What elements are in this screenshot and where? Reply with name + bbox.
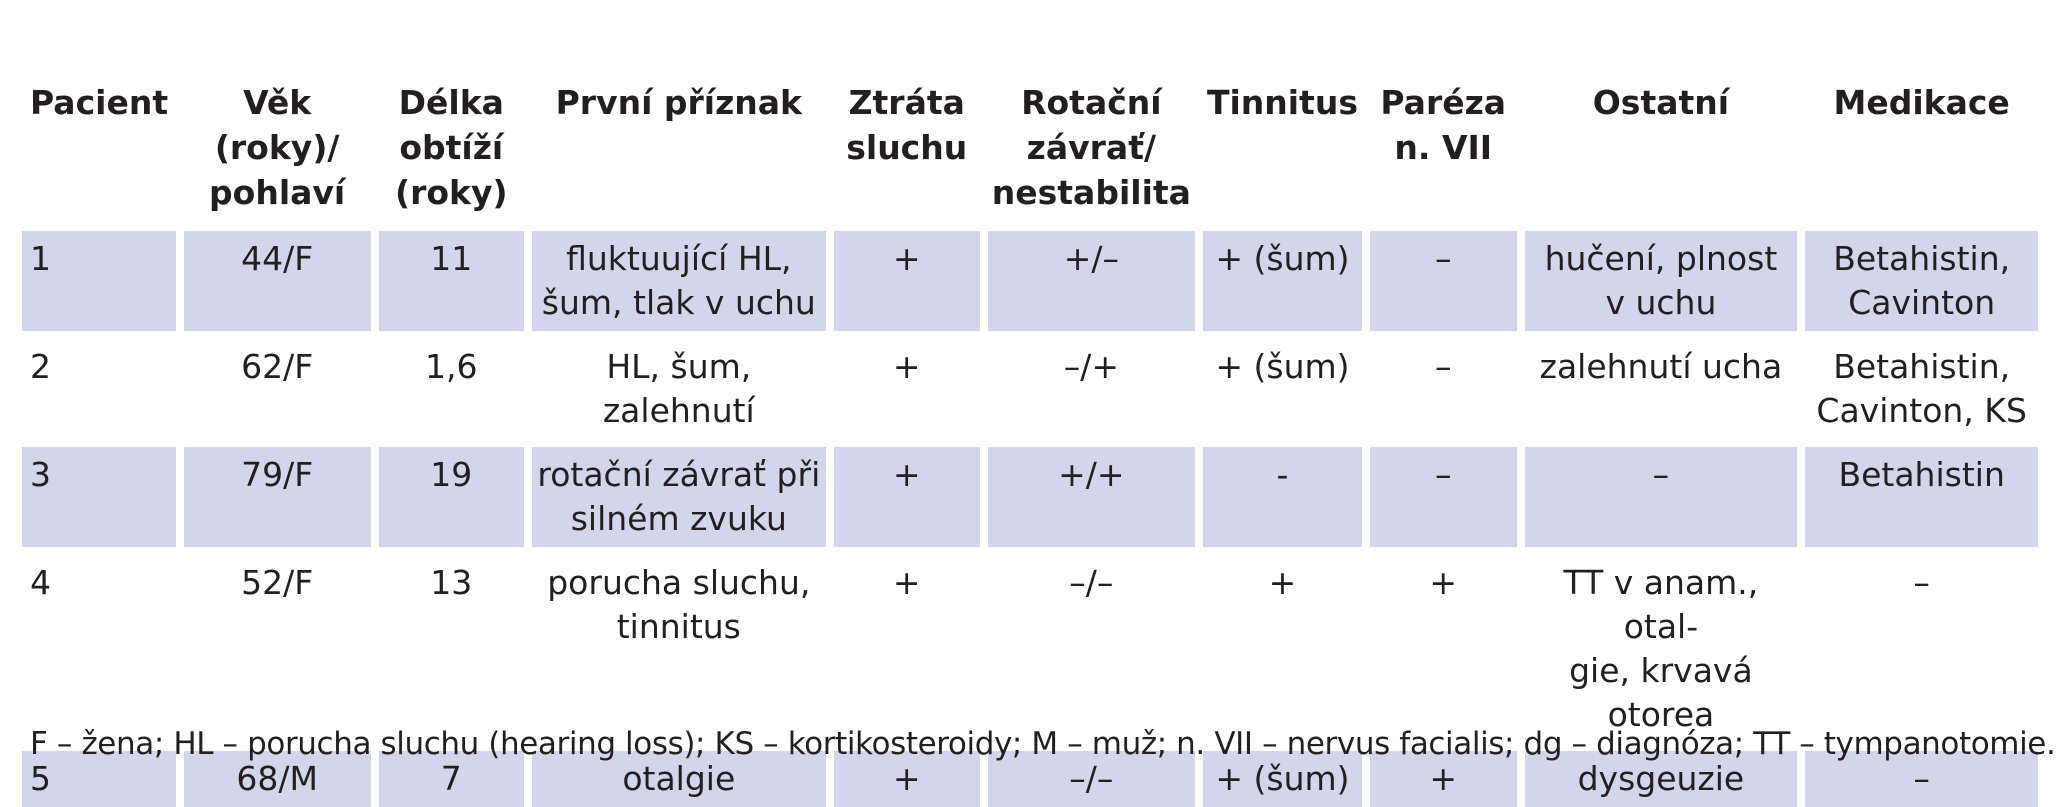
table-cell-line: + (šum): [1215, 759, 1350, 798]
table-cell-line: Cavinton, KS: [1816, 391, 2027, 430]
table-cell: [1805, 223, 2038, 331]
column-header-line: Věk: [243, 83, 312, 122]
table-cell-line: –: [1434, 239, 1452, 278]
table-cell: [184, 223, 371, 331]
table-cell-line: tinnitus: [616, 607, 741, 646]
table-cell-line: –/–: [1069, 759, 1114, 798]
column-header: [834, 80, 980, 223]
table-cell: [22, 223, 176, 331]
table-cell-line: +: [892, 563, 921, 602]
table-cell: [532, 223, 826, 331]
table-cell-line: -: [1276, 455, 1289, 494]
column-header-line: pohlaví: [209, 173, 346, 212]
table-cell: [184, 439, 371, 547]
table-cell: [1805, 547, 2038, 743]
column-header-line: Paréza: [1380, 83, 1507, 122]
table-cell-line: +: [892, 455, 921, 494]
column-header-line: Medikace: [1833, 83, 2010, 122]
table-cell: [1525, 547, 1798, 743]
table-cell: [988, 439, 1195, 547]
table-cell: [1805, 439, 2038, 547]
column-header-line: (roky)/: [214, 128, 340, 167]
table-cell-line: šum, tlak v uchu: [541, 283, 816, 322]
table-cell-line: otalgie: [622, 759, 736, 798]
patient-table-container: [22, 80, 2046, 807]
table-cell: [1805, 331, 2038, 439]
column-header-line: (roky): [395, 173, 508, 212]
table-cell-line: silném zvuku: [570, 499, 787, 538]
table-cell: [22, 439, 176, 547]
column-header: [1805, 80, 2038, 223]
column-header: [988, 80, 1195, 223]
table-cell-line: +/+: [1058, 455, 1125, 494]
table-cell: [1203, 547, 1362, 743]
column-header: [1525, 80, 1798, 223]
table-cell-line: 3: [30, 455, 51, 494]
table-cell-line: –/–: [1069, 563, 1114, 602]
table-cell-line: hučení, plnost: [1544, 239, 1778, 278]
table-cell-line: –/+: [1063, 347, 1119, 386]
table-cell: [532, 331, 826, 439]
table-cell-line: TT v anam., otal-: [1563, 563, 1759, 646]
table-cell: [1203, 439, 1362, 547]
table-cell-line: + (šum): [1215, 239, 1350, 278]
table-cell: [22, 331, 176, 439]
table-cell-line: +/–: [1063, 239, 1119, 278]
column-header-line: Délka: [398, 83, 504, 122]
table-cell-line: +: [892, 239, 921, 278]
table-cell: [1525, 439, 1798, 547]
table-cell-line: –: [1913, 759, 1930, 798]
table-cell-line: Cavinton: [1848, 283, 1996, 322]
table-body: [22, 223, 2038, 807]
table-cell-line: 79/F: [241, 455, 314, 494]
table-cell-line: v uchu: [1605, 283, 1717, 322]
column-header: [379, 80, 524, 223]
table-cell-line: 68/M: [236, 759, 318, 798]
table-cell: [532, 547, 826, 743]
table-cell: [834, 547, 980, 743]
table-cell-line: fluktuující HL,: [566, 239, 792, 278]
table-cell: [988, 331, 1195, 439]
column-header: [184, 80, 371, 223]
table-cell: [184, 547, 371, 743]
table-cell-line: 19: [430, 455, 473, 494]
table-cell: [379, 547, 524, 743]
table-cell-line: gie, krvavá otorea: [1569, 651, 1753, 734]
column-header-line: n. VII: [1394, 128, 1493, 167]
table-cell: [834, 439, 980, 547]
column-header-line: závrať/: [1026, 128, 1157, 167]
table-cell: [834, 223, 980, 331]
table-cell-line: Betahistin,: [1833, 347, 2011, 386]
table-cell-line: 1,6: [425, 347, 478, 386]
table-cell-line: 7: [440, 759, 462, 798]
table-row: [22, 331, 2038, 439]
column-header: [1370, 80, 1517, 223]
table-cell: [1370, 331, 1517, 439]
table-row: [22, 547, 2038, 743]
column-header: [532, 80, 826, 223]
table-cell-line: +: [1429, 759, 1458, 798]
table-header-row: [22, 80, 2038, 223]
column-header-line: Rotační: [1021, 83, 1162, 122]
column-header-line: Ostatní: [1592, 83, 1730, 122]
table-cell: [834, 331, 980, 439]
table-cell-line: dysgeuzie: [1577, 759, 1745, 798]
column-header-line: sluchu: [846, 128, 968, 167]
table-cell-line: HL, šum, zalehnutí: [602, 347, 755, 430]
table-footnote: F – žena; HL – porucha sluchu (hearing loss); KS – kortikosteroidy; M – muž; n. VII – nervus facialis; dg – diagnóza; TT – tympanotomie.: [30, 726, 2056, 762]
column-header: [22, 80, 176, 223]
table-cell-line: Betahistin: [1838, 455, 2005, 494]
table-cell: [1525, 331, 1798, 439]
table-cell-line: 52/F: [241, 563, 314, 602]
table-cell-line: –: [1652, 455, 1670, 494]
table-cell-line: +: [892, 347, 921, 386]
table-cell-line: 2: [30, 347, 51, 386]
column-header-line: nestabilita: [991, 173, 1191, 212]
table-cell-line: –: [1434, 347, 1452, 386]
table-cell-line: rotační závrať při: [537, 455, 821, 494]
table-cell: [1525, 223, 1798, 331]
table-cell: [379, 331, 524, 439]
column-header-line: Ztráta: [848, 83, 965, 122]
table-cell: [1370, 439, 1517, 547]
column-header: [1203, 80, 1362, 223]
table-cell-line: –: [1434, 455, 1452, 494]
table-cell: [22, 547, 176, 743]
column-header-line: Tinnitus: [1206, 83, 1358, 122]
table-cell-line: –: [1913, 563, 1930, 602]
table-cell: [379, 439, 524, 547]
column-header-line: obtíží: [399, 128, 504, 167]
table-cell-line: zalehnutí ucha: [1539, 347, 1783, 386]
table-cell-line: 44/F: [241, 239, 314, 278]
table-cell: [1203, 331, 1362, 439]
table-cell: [532, 439, 826, 547]
table-cell-line: 13: [430, 563, 473, 602]
table-cell-line: 1: [30, 239, 51, 278]
table-cell: [1203, 223, 1362, 331]
table-cell: [988, 547, 1195, 743]
table-cell-line: +: [1268, 563, 1297, 602]
table-cell: [988, 223, 1195, 331]
column-header-line: První příznak: [555, 83, 802, 122]
table-cell-line: 11: [430, 239, 473, 278]
table-cell: [379, 223, 524, 331]
table-cell: [184, 331, 371, 439]
table-cell: [1370, 547, 1517, 743]
table-cell-line: 5: [30, 759, 51, 798]
table-cell-line: +: [1429, 563, 1458, 602]
table-row: [22, 223, 2038, 331]
table-cell-line: Betahistin,: [1833, 239, 2011, 278]
column-header-line: Pacient: [30, 83, 169, 122]
table-cell-line: 62/F: [241, 347, 314, 386]
table-row: [22, 439, 2038, 547]
table-cell-line: porucha sluchu,: [547, 563, 811, 602]
patient-table: [14, 80, 2046, 807]
table-cell-line: + (šum): [1215, 347, 1350, 386]
table-cell: [1370, 223, 1517, 331]
table-cell-line: +: [892, 759, 921, 798]
table-cell-line: 4: [30, 563, 51, 602]
